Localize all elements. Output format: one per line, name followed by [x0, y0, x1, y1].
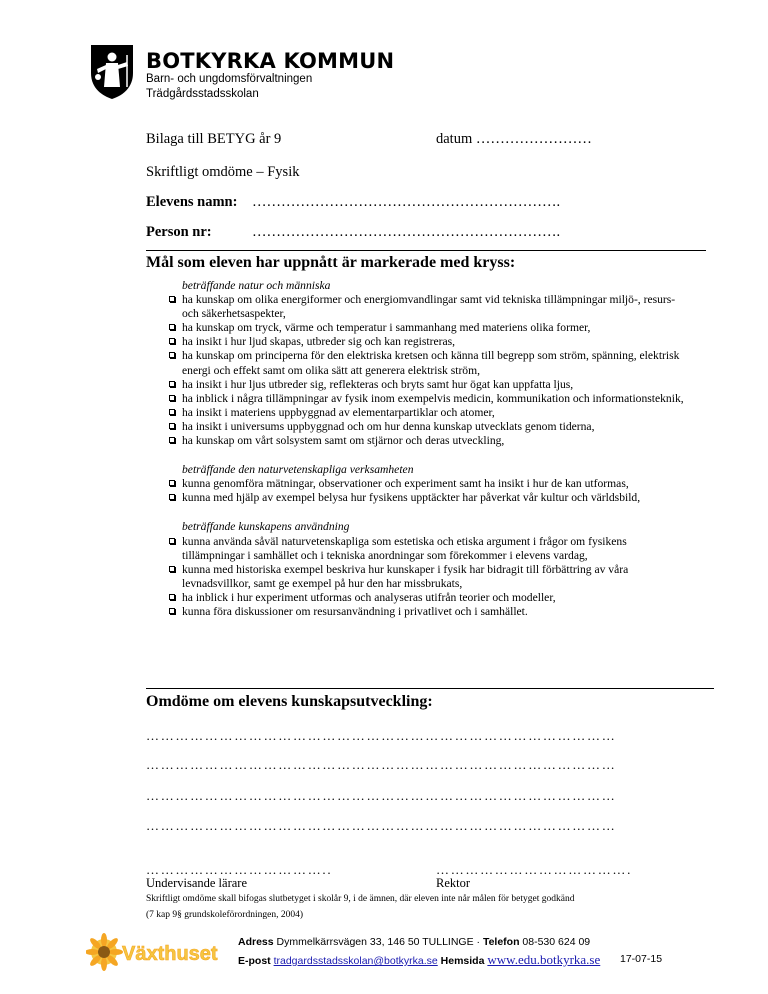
goal-text: kunna med hjälp av exempel belysa hur fysikens upptäckter har påverkat vår kultur och världsbild,	[182, 491, 641, 505]
goal-item	[166, 321, 686, 335]
goals-heading: Mål som eleven har uppnått är markerade med kryss:	[146, 254, 516, 271]
assessment-line[interactable]: ……………………………………………………………………………………	[146, 788, 617, 803]
goal-item	[166, 535, 686, 563]
checkbox[interactable]	[169, 538, 175, 544]
goal-category: beträffande kunskapens användning	[182, 520, 350, 534]
vaxthuset-logo	[86, 932, 224, 972]
website-link[interactable]: www.edu.botkyrka.se	[487, 952, 601, 967]
principal-label: Rektor	[436, 876, 471, 890]
legal-note: Skriftligt omdöme skall bifogas slutbetyget i skolår 9, i de ämnen, där eleven inte når målen för betyget godkänd	[146, 894, 575, 904]
teacher-label: Undervisande lärare	[146, 876, 247, 890]
goal-item	[166, 335, 686, 349]
checkbox[interactable]	[169, 338, 175, 344]
checkbox[interactable]	[169, 395, 175, 401]
address-line	[238, 936, 590, 948]
attachment-title: Bilaga till BETYG år 9	[146, 131, 282, 147]
checkbox[interactable]	[169, 480, 175, 486]
goal-text: kunna föra diskussioner om resursanvändning i privatlivet och i samhället.	[182, 604, 528, 618]
email-label: E-post	[238, 955, 271, 967]
goal-text: ha insikt i materiens uppbyggnad av elementarpartiklar och atomer,	[182, 405, 495, 419]
student-name-label: Elevens namn:	[146, 194, 238, 210]
person-nr-field: ……………………………………………………….	[252, 224, 561, 240]
checkbox[interactable]	[169, 381, 175, 387]
logo-text: Växthuset	[122, 943, 218, 965]
goal-text: ha kunskap om olika energiformer och energiomvandlingar samt vid tekniska tillämpningar miljö-, resurs- och säkerhetsaspekter,	[182, 293, 676, 321]
date-field: datum ……………………	[436, 131, 592, 147]
goal-item	[166, 591, 686, 605]
goal-item	[166, 406, 686, 420]
assessment-heading: Omdöme om elevens kunskapsutveckling:	[146, 693, 433, 710]
goal-item	[166, 378, 686, 392]
phone-value: 08-530 624 09	[522, 936, 591, 948]
assessment-line[interactable]: ……………………………………………………………………………………	[146, 728, 617, 743]
address-value: Dymmelkärrsvägen 33, 146 50 TULLINGE ·	[276, 936, 481, 948]
checkbox[interactable]	[169, 437, 175, 443]
school-name: Trädgårdsstadsskolan	[146, 88, 259, 100]
checkbox[interactable]	[169, 324, 175, 330]
goal-item	[166, 563, 686, 591]
goals-list	[166, 279, 686, 619]
checkbox[interactable]	[169, 594, 175, 600]
goal-text: ha inblick i hur experiment utformas och analyseras utifrån teorier och modeller,	[182, 590, 556, 604]
goal-item	[166, 420, 686, 434]
contact-line	[238, 952, 600, 968]
goal-text: kunna med historiska exempel beskriva hur kunskaper i fysik har bidragit till förbättring av våra levnadsvillkor, samt ge exempel på hur den har missbrukats,	[182, 562, 629, 590]
goal-item	[166, 434, 686, 448]
checkbox[interactable]	[169, 409, 175, 415]
document-date-code: 17-07-15	[620, 953, 663, 965]
goal-text: ha inblick i några tillämpningar av fysik inom exempelvis medicin, kommunikation och informationsteknik,	[182, 391, 684, 405]
website-label: Hemsida	[440, 955, 485, 967]
municipality-coat-of-arms-logo	[89, 43, 135, 100]
goal-item	[166, 349, 686, 377]
teacher-signature-line[interactable]: ………………………………..	[146, 862, 333, 877]
checkbox[interactable]	[169, 494, 175, 500]
goal-text: ha kunskap om vårt solsystem samt om stjärnor och deras utveckling,	[182, 434, 505, 448]
goal-item	[166, 477, 686, 491]
goal-text: ha kunskap om principerna för den elektriska kretsen och känna till begrepp som ström, spänning, elektrisk energi och effekt samt om olika sätt att generera elektrisk ström,	[182, 349, 680, 377]
email-link[interactable]: tradgardsstadsskolan@botkyrka.se	[273, 955, 438, 967]
goal-text: ha kunskap om tryck, värme och temperatur i sammanhang med materiens olika former,	[182, 321, 591, 335]
checkbox[interactable]	[169, 566, 175, 572]
goal-item	[166, 491, 686, 505]
goal-item	[166, 293, 686, 321]
phone-label: Telefon	[482, 936, 520, 948]
goal-item	[166, 392, 686, 406]
principal-signature-line[interactable]: ………………………………….	[436, 862, 633, 877]
address-label: Adress	[238, 936, 274, 948]
checkbox[interactable]	[169, 423, 175, 429]
goal-text: ha insikt i hur ljus utbreder sig, reflekteras och bryts samt hur ögat kan uppfatta ljus,	[182, 377, 574, 391]
divider-line	[146, 250, 706, 251]
checkbox[interactable]	[169, 352, 175, 358]
person-nr-label: Person nr:	[146, 224, 212, 240]
legal-reference: (7 kap 9§ grundskoleförordningen, 2004)	[146, 910, 303, 920]
divider-line	[146, 688, 714, 689]
goal-text: kunna använda såväl naturvetenskapliga som estetiska och etiska argument i frågor om fysikens tillämpningar i samhället och i tekniska anordningar som förekommer i elevens vardag,	[182, 534, 627, 562]
goal-category: beträffande den naturvetenskapliga verksamheten	[182, 463, 414, 477]
assessment-line[interactable]: ……………………………………………………………………………………	[146, 757, 617, 772]
checkbox[interactable]	[169, 296, 175, 302]
goal-text: ha insikt i hur ljud skapas, utbreder sig och kan registreras,	[182, 335, 456, 349]
goal-text: ha insikt i universums uppbyggnad och om hur denna kunskap utvecklats genom tiderna,	[182, 419, 595, 433]
goal-item	[166, 605, 686, 619]
department-name: Barn- och ungdomsförvaltningen	[146, 73, 313, 85]
org-name: BOTKYRKA KOMMUN	[146, 49, 395, 73]
assessment-line[interactable]: ……………………………………………………………………………………	[146, 818, 617, 833]
goal-text: kunna genomföra mätningar, observationer och experiment samt ha insikt i hur de kan utformas,	[182, 477, 629, 491]
student-name-field: ……………………………………………………….	[252, 194, 561, 210]
goal-category: beträffande natur och människa	[182, 279, 331, 292]
checkbox[interactable]	[169, 608, 175, 614]
subtitle: Skriftligt omdöme – Fysik	[146, 164, 300, 180]
